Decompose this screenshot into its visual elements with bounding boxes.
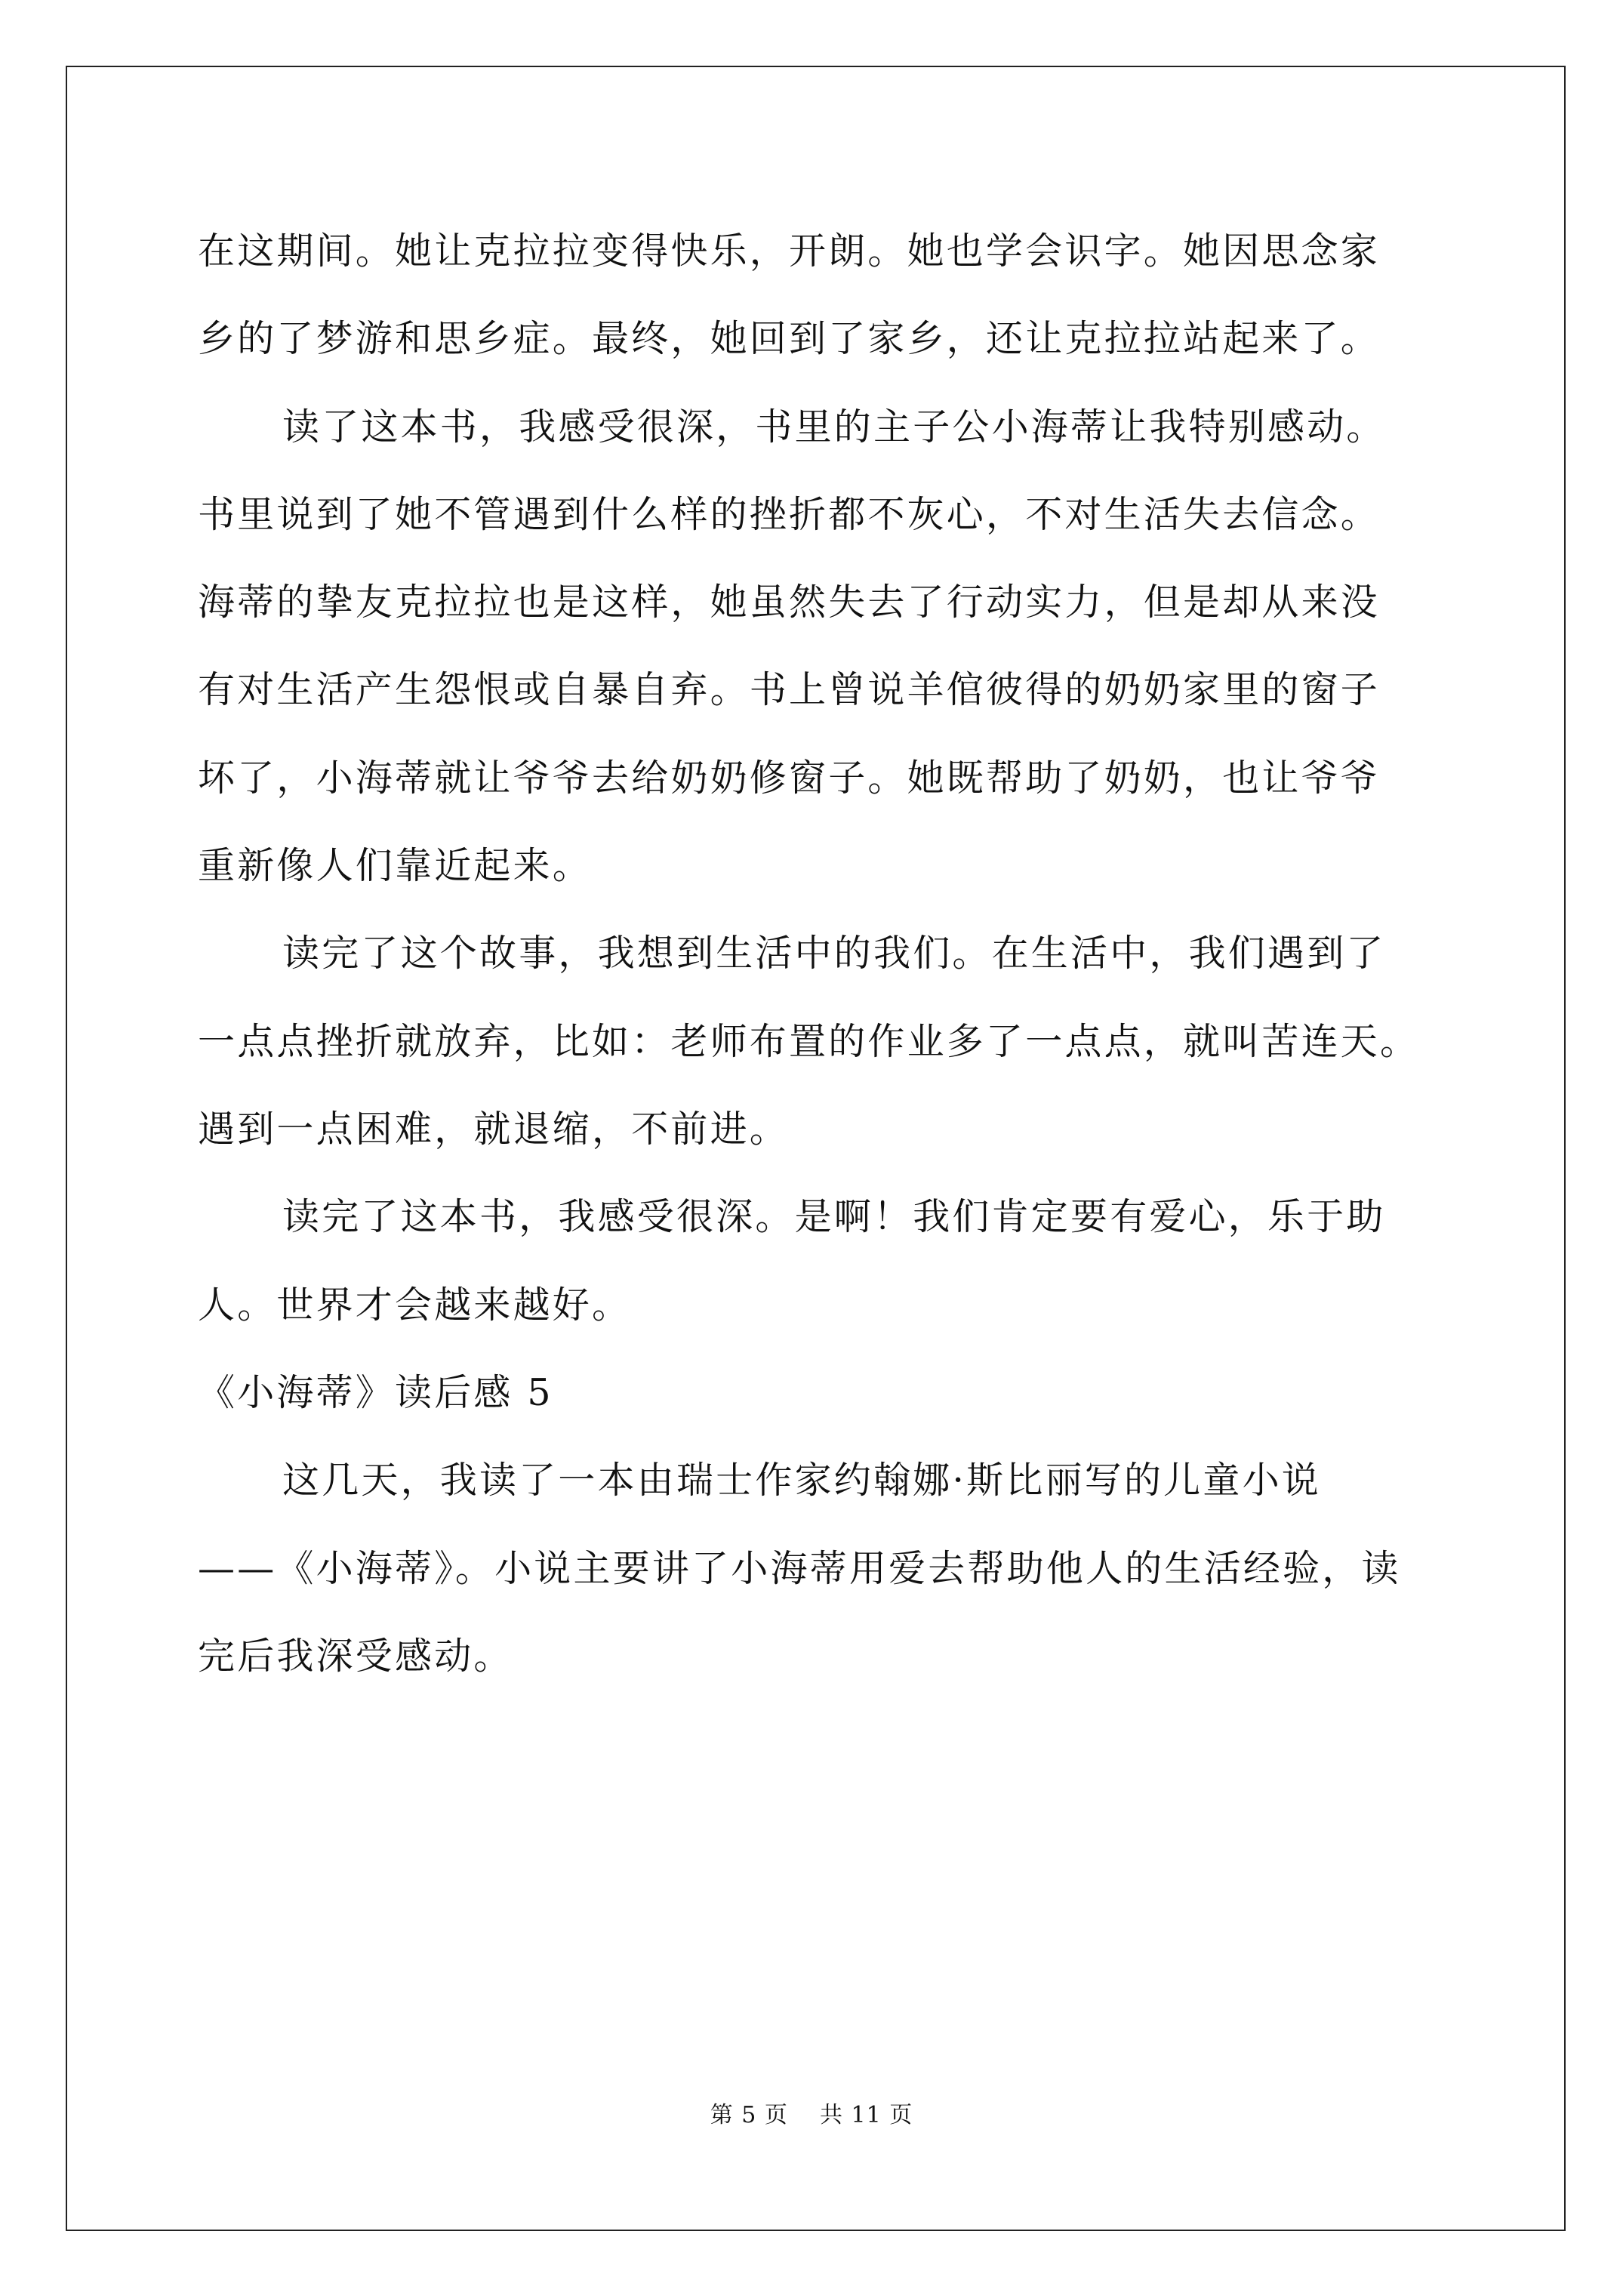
paragraph-line: 遇到一点困难，就退缩，不前进。	[198, 1108, 790, 1151]
section-heading: 《小海蒂》读后感 5	[198, 1371, 553, 1414]
paragraph-line: 海蒂的挚友克拉拉也是这样，她虽然失去了行动实力，但是却从来没	[198, 581, 1381, 624]
paragraph-line: 书里说到了她不管遇到什么样的挫折都不灰心，不对生活失去信念。	[198, 493, 1381, 536]
paragraph-line: 读完了这个故事，我想到生活中的我们。在生活中，我们遇到了	[282, 932, 1386, 975]
paragraph-line: ——《小海蒂》。小说主要讲了小海蒂用爱去帮助他人的生活经验，读	[198, 1547, 1401, 1590]
paragraph-line: 坏了，小海蒂就让爷爷去给奶奶修窗子。她既帮助了奶奶，也让爷爷	[198, 757, 1381, 800]
paragraph-line: 这几天，我读了一本由瑞士作家约翰娜·斯比丽写的儿童小说	[282, 1459, 1321, 1502]
paragraph-line: 一点点挫折就放弃，比如：老师布置的作业多了一点点，就叫苦连天。	[198, 1020, 1420, 1063]
paragraph-line: 在这期间。她让克拉拉变得快乐，开朗。她也学会识字。她因思念家	[198, 230, 1381, 273]
paragraph-line: 读完了这本书，我感受很深。是啊！我们肯定要有爱心，乐于助	[282, 1195, 1386, 1238]
paragraph-line: 有对生活产生怨恨或自暴自弃。书上曾说羊倌彼得的奶奶家里的窗子	[198, 668, 1381, 711]
page-number-footer: 第 5 页 共 11 页	[710, 2102, 913, 2128]
paragraph-line: 人。世界才会越来越好。	[198, 1284, 632, 1327]
paragraph-line: 读了这本书，我感受很深，书里的主子公小海蒂让我特别感动。	[282, 405, 1386, 448]
paragraph-line: 重新像人们靠近起来。	[198, 844, 593, 887]
paragraph-line: 乡的了梦游和思乡症。最终，她回到了家乡，还让克拉拉站起来了。	[198, 317, 1381, 360]
paragraph-line: 完后我深受感动。	[198, 1635, 513, 1678]
